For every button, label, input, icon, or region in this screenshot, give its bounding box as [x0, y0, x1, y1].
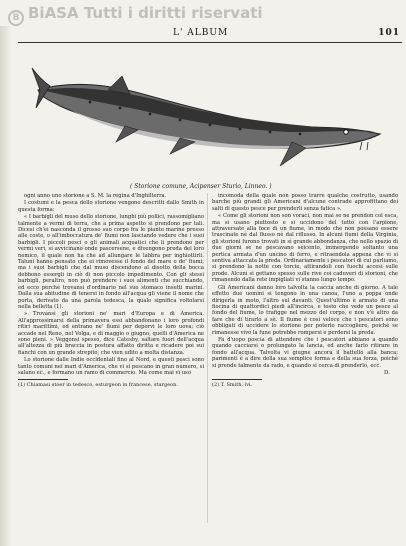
- left-footnote-rule: [18, 379, 68, 380]
- sturgeon-eye: [344, 130, 348, 134]
- figure-caption: ( Storione comune, Acipenser Sturio, Linneo. ): [130, 183, 272, 190]
- left-footnote: (1) Chiamasi stoer in tedesco, esturgeon in francese, sturgeon.: [18, 382, 178, 389]
- watermark-text: BiASA Tutti i diritti riservati: [28, 4, 263, 22]
- right-paragraph-1: incomoda della quale non posso trarre qualche costrutto, usando barche più grandi gli Americani d'alcune contrade approfittano dei salti di questo pesce per prenderli senza fatica ».: [212, 193, 398, 212]
- left-paragraph-1: ogni anno uno storione a S. M. la regina d'Inghilterra.: [24, 193, 167, 199]
- left-paragraph-2: I costumi e la pesca dello storione vengono descritti dallo Smith in questa forma:: [18, 200, 204, 213]
- page-number: 101: [378, 28, 400, 38]
- sturgeon-figure: [30, 50, 390, 190]
- sturgeon-barbels: [360, 142, 368, 150]
- running-title: L' ALBUM: [173, 28, 229, 38]
- left-paragraph-3: « I barbigli del muso dello storione, lunghi più pollici, rassomigliano talmente a vermi di terra, che a prima aspetto si prendono per tali. Dicesi ch'ei nasconda il grosso suo corpo fra le piante marine presso alle coste, o all'imboccatura de' fiumi non lasciando vedere che i suoi barbigli. I piccoli pesci o gli animali acquatici che li prendono per vermi veri, si avvicinano onde pascersene, e divengono preda del loro nemico, il quale non ha che ad allungare le labbra per inghiottirli. Taluni hanno pensato che ei rimovesse il fondo del mare o de' fiumi; ma i suoi barbigli che dal muso discendono al disotto della bocca debbono essergli in ciò di non piccolo impedimento. Con gli stessi barbigli, peraltro, non può prendere i suoi alimenti che succhiando, ed ecco perchè trovansi d'ordinario nel suo stomaco insetti marini. Dalla sua abitudine di tenersi in fondo all'acqua gli viene il nome che porta, derivato da una parola tedesca, la quale significa voltolarsi nella belletta (1).: [18, 214, 204, 310]
- right-paragraph-4: Fa d'uopo poscia di attendere che i pescatori abbiano a quando quando cacciarsi o prolungato la lancia, ed anche farlo ritirare in fondo all'acqua. Talvolta vi giugne ancora il battello alla banca; parimenti è a dire della sua semplice forma e della sua forza, poichè si prende talmente da rado, e quando si cerca di prenderlo, ecc.: [212, 336, 398, 369]
- right-footnote-rule: [212, 379, 262, 380]
- header-rule: [18, 42, 402, 43]
- signature: D.: [384, 369, 390, 376]
- left-paragraph-4: » Trovansi gli storioni ne' mari d'Europa e di America. All'approssimarsi della primavera essi abbandonano i loro profondi ritiri marittimi, ed entrano ne' fiumi per deporvi le loro uova; ciò accade nel Reno, nel Volga, e di maggio o giugno, quelli d'America ne sono pieni. » Veggonsi spesso, dice Catesby, saltare fuori dell'acqua all'altezza di più braccia in postura affatto diritta e ricadere poi sui fianchi con un grande strepito, che vien udito a molta distanza.: [18, 311, 204, 356]
- watermark-logo-icon: B: [8, 10, 24, 26]
- column-gutter: [207, 193, 208, 523]
- watermark: [0, 0, 406, 26]
- sturgeon-tail: [32, 68, 50, 108]
- right-column: [212, 193, 398, 523]
- left-column: [18, 193, 204, 523]
- sturgeon-illustration-icon: [30, 50, 390, 190]
- page-header: [18, 28, 402, 42]
- page-edge-shadow: [0, 26, 12, 546]
- right-paragraph-3: Gli Americani danno loro talvolta la caccia anche di giorno. A tale effetto due uomini si tengono in una canoa, l'uno a poppa onde dirigerla in moto, l'altro sul davanti. Quest'ultimo è armato di una fiocina di quattordici piedi all'incirca, e tosto che vede un pesce al fondo del fiume, lo trafigge nel mezzo del corpo, e non v'è altro da fare che di tirarlo a sè. Il fiume è così veloce che i pescatori sono obbligati di uccidere lo storione per poterlo raccogliere, poichè se rimanesse vivo la fune potrebbe rompersi e perdersi la preda.: [212, 284, 398, 336]
- left-paragraph-5: Lo storione dalle Indie occidentali fino al Nord, e questi pesci sono tanto comuni nei mari d'America, che vi si pescano in gran numero, si salano ec., e formano un ramo di commercio. Ma come mai vi uso: [18, 357, 204, 376]
- right-paragraph-2: « Come gli storioni non son voraci, non mai se ne prendon col esca, ma si usano piuttosto e si uccidono del tutto con l'arpione, attraversate alla foce di un fiume, in modo che non possano essere trascinate nè dal flusso nè dal riflusso. In alcuni fiumi della Virginia, gli storioni furono trovati in sì grande abbondanza, che nello spazio di due giorni se ne pescavano seicento, immergendo soltanto una pertica armata d'un uncino di ferro, e ritraendola appena che vi si sentiva attaccata la preda. Ordinariamente i pescatori di cui parliamo, si prendono la notte con torcie, attirandoli con fuochi accesi sulle prode. Alcuni si gettano spesso sulle rive coi caduveri di storioni, che rimanendo dalla rete impigliati vi stanno lungo tempo.: [212, 213, 398, 284]
- right-footnote: (2) T. Smith, ivi.: [212, 382, 253, 389]
